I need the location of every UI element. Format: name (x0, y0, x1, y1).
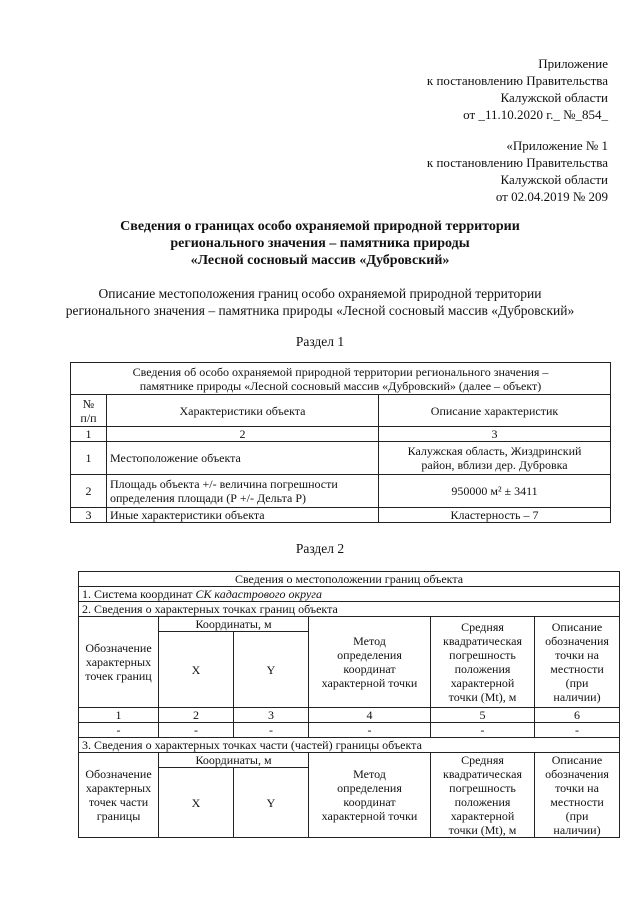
header-text: точек границ (85, 669, 152, 683)
table-caption: Сведения о местоположении границ объекта (79, 572, 620, 587)
row-description (379, 442, 611, 475)
header-text: точки (Mt), м (448, 690, 517, 704)
document-title (0, 218, 640, 269)
header-line: Калужской области (500, 172, 608, 187)
header-text: характерных (85, 655, 152, 669)
header-date-suffix: _ (601, 107, 608, 122)
empty-cell: - (234, 723, 309, 738)
header-text: Средняя (461, 753, 504, 767)
col-header-y: Y (234, 632, 309, 708)
header-text: (при (565, 809, 589, 823)
header-text: определения (337, 648, 402, 662)
header-text: характерной (450, 809, 515, 823)
col-header-location (535, 617, 620, 708)
description-line: район, вблизи дер. Дубровка (421, 458, 568, 472)
header-text: Метод (353, 767, 386, 781)
subsection-row (79, 738, 620, 753)
object-info-table (70, 362, 611, 523)
col-header-description: Описание характеристик (379, 395, 611, 427)
header-line: к постановлению Правительства (426, 73, 608, 88)
header-text: п/п (80, 410, 97, 425)
empty-cell: - (431, 723, 535, 738)
col-header-coordinates: Координаты, м (159, 753, 309, 768)
header-text: Обозначение (85, 767, 152, 781)
header-text: характерной (450, 676, 515, 690)
header-text: обозначения (545, 634, 609, 648)
col-header-num (71, 395, 107, 427)
table-index-row (79, 708, 620, 723)
header-text: погрешность (449, 781, 516, 795)
row-number: 3 (71, 508, 107, 523)
header-line: Калужской области (500, 90, 608, 105)
title-line: Сведения о границах особо охраняемой природной территории (120, 219, 520, 234)
table-index-row (71, 427, 611, 442)
header-text: границы (96, 809, 141, 823)
header-text: характерной точки (321, 809, 418, 823)
subsection-title: 2. Сведения о характерных точках границ объекта (79, 602, 620, 617)
table-header-row (79, 617, 620, 632)
col-header-point (79, 617, 159, 708)
header-text: положения (454, 662, 511, 676)
index-cell: 1 (79, 708, 159, 723)
row-characteristic: Иные характеристики объекта (107, 508, 379, 523)
header-text: определения (337, 781, 402, 795)
col-header-x: X (159, 768, 234, 838)
coordinate-system (79, 587, 620, 602)
empty-cell: - (535, 723, 620, 738)
document-subtitle (0, 285, 640, 319)
boundary-points-table (78, 571, 620, 838)
row-description: 950000 м² ± 3411 (379, 475, 611, 508)
col-header-x: X (159, 632, 234, 708)
header-date: 11.10.2020 (484, 107, 543, 122)
header-text: точки (Mt), м (448, 823, 517, 837)
header-text: погрешность (449, 648, 516, 662)
header-text: Описание (551, 753, 603, 767)
row-description: Кластерность – 7 (379, 508, 611, 523)
index-cell: 6 (535, 708, 620, 723)
header-text: Метод (353, 634, 386, 648)
caption-line: Сведения об особо охраняемой природной территории регионального значения – (132, 364, 549, 379)
col-header-coordinates: Координаты, м (159, 617, 309, 632)
col-header-part-point (79, 753, 159, 838)
header-date-line (427, 106, 608, 123)
header-text: № (82, 396, 95, 411)
caption-line: памятнике природы «Лесной сосновый массив «Дубровский» (далее – объект) (139, 378, 542, 393)
table-row (71, 442, 611, 475)
subtitle-line: регионального значения – памятника природы «Лесной сосновый массив «Дубровский» (65, 303, 575, 318)
index-cell: 3 (379, 427, 611, 442)
header-date-mid: г._ №_ (542, 107, 582, 122)
header-text: характерной точки (321, 676, 418, 690)
table-header-row (79, 753, 620, 768)
table-caption-row (71, 363, 611, 395)
row-characteristic (107, 475, 379, 508)
row-characteristic: Местоположение объекта (107, 442, 379, 475)
index-cell: 5 (431, 708, 535, 723)
index-cell: 2 (107, 427, 379, 442)
header-text: наличии) (553, 823, 601, 837)
index-cell: 4 (309, 708, 431, 723)
index-cell: 1 (71, 427, 107, 442)
description-line: Калужская область, Жиздринский (407, 444, 582, 458)
table-caption-row (79, 572, 620, 587)
col-header-error (431, 753, 535, 838)
header-line: к постановлению Правительства (426, 155, 608, 170)
index-cell: 3 (234, 708, 309, 723)
header-date-prefix: от _ (463, 107, 485, 122)
header-text: (при (565, 676, 589, 690)
header-number: 854 (582, 107, 602, 122)
empty-cell: - (79, 723, 159, 738)
header-text: квадратическая (443, 767, 522, 781)
subsection-title: 3. Сведения о характерных точках части (частей) границы объекта (79, 738, 620, 753)
col-header-characteristic: Характеристики объекта (107, 395, 379, 427)
header-text: точки на (555, 781, 599, 795)
col-header-method (309, 753, 431, 838)
coordinate-system-label: 1. Система координат (82, 587, 196, 601)
header-text: обозначения (545, 767, 609, 781)
col-header-location (535, 753, 620, 838)
table-row (71, 475, 611, 508)
section-1-label: Раздел 1 (295, 334, 345, 349)
empty-cell: - (309, 723, 431, 738)
col-header-error (431, 617, 535, 708)
header-text: положения (454, 795, 511, 809)
header-text: Обозначение (85, 641, 152, 655)
header-line: «Приложение № 1 (506, 138, 608, 153)
empty-cell: - (159, 723, 234, 738)
table-row (79, 723, 620, 738)
characteristic-line: Площадь объекта +/- величина погрешности (110, 477, 338, 491)
header-text: наличии) (553, 690, 601, 704)
row-number: 2 (71, 475, 107, 508)
appendix-header-original (427, 137, 608, 205)
header-text: точки на (555, 648, 599, 662)
header-text: характерных (85, 781, 152, 795)
header-text: местности (550, 795, 604, 809)
subtitle-line: Описание местоположения границ особо охраняемой природной территории (98, 286, 542, 301)
header-text: квадратическая (443, 634, 522, 648)
col-header-method (309, 617, 431, 708)
row-number: 1 (71, 442, 107, 475)
table-header-row (71, 395, 611, 427)
appendix-header (427, 55, 608, 123)
coordinate-system-row (79, 587, 620, 602)
header-line: от 02.04.2019 № 209 (495, 189, 608, 204)
table-row (71, 508, 611, 523)
header-text: Средняя (461, 620, 504, 634)
header-line: Приложение (538, 56, 608, 71)
header-text: точек части (88, 795, 149, 809)
index-cell: 2 (159, 708, 234, 723)
table-caption (71, 363, 611, 395)
subsection-row (79, 602, 620, 617)
title-line: «Лесной сосновый массив «Дубровский» (190, 253, 450, 268)
col-header-y: Y (234, 768, 309, 838)
header-text: координат (343, 662, 396, 676)
section-2-label: Раздел 2 (295, 541, 345, 556)
header-text: координат (343, 795, 396, 809)
title-line: регионального значения – памятника природы (170, 236, 470, 251)
header-text: Описание (551, 620, 603, 634)
coordinate-system-value: СК кадастрового округа (195, 587, 322, 601)
header-text: местности (550, 662, 604, 676)
characteristic-line: определения площади (Р +/- Дельта Р) (110, 491, 307, 505)
